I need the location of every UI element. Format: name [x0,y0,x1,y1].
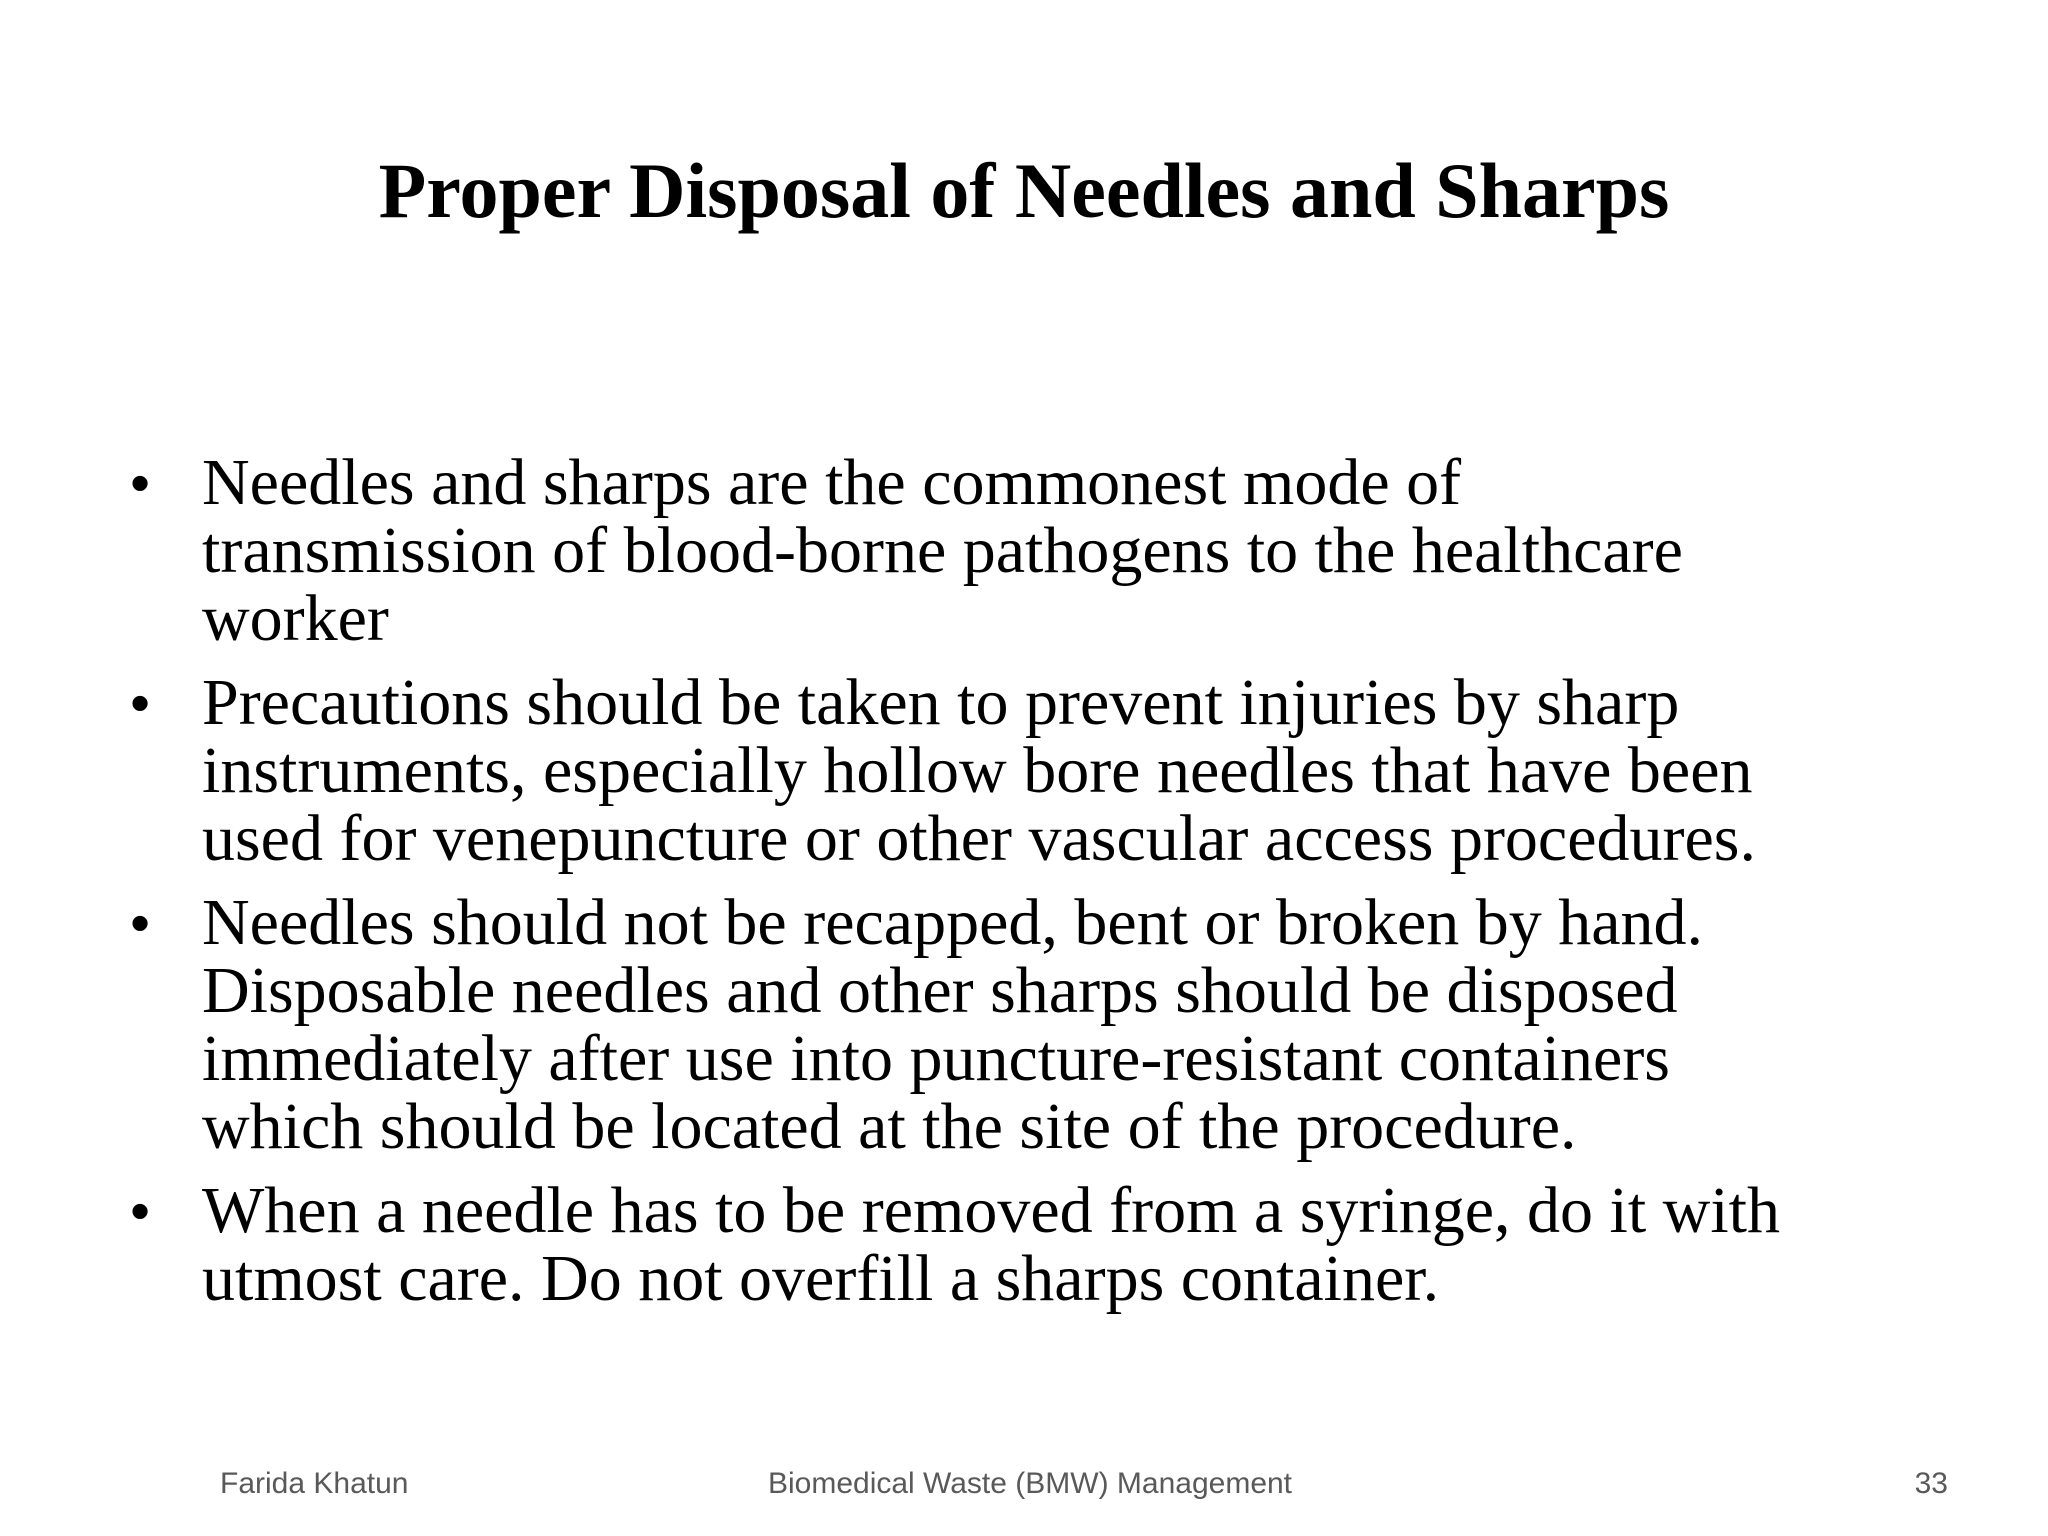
bullet-line: Needles and sharps are the commonest mode of [202,446,1462,519]
bullet-line: Disposable needles and other sharps should be disposed [202,954,1678,1027]
footer-author: Farida Khatun [220,1467,409,1500]
bullet-item [120,666,1990,875]
bullet-list [120,446,1990,1329]
bullet-item [120,886,1990,1163]
bullet-marker: • [130,671,150,734]
bullet-line: Needles should not be recapped, bent or broken by hand. [202,886,1704,959]
bullet-marker: • [130,1179,150,1242]
bullet-line: transmission of blood-borne pathogens to the healthcare [202,514,1683,587]
bullet-line: instruments, especially hollow bore needles that have been [202,734,1753,807]
footer-presentation-title: Biomedical Waste (BMW) Management [767,1467,1293,1500]
bullet-marker: • [130,451,150,514]
bullet-line: utmost care. Do not overfill a sharps container. [202,1242,1440,1315]
bullet-line: When a needle has to be removed from a syringe, do it with [202,1174,1781,1247]
bullet-line: Precautions should be taken to prevent injuries by sharp [202,666,1680,739]
slide-title: Proper Disposal of Needles and Sharps [378,147,1670,234]
bullet-line: used for venepuncture or other vascular access procedures. [202,802,1756,875]
bullet-line: worker [202,582,389,655]
footer-slide-number: 33 [1914,1467,1948,1500]
bullet-item [120,1174,1990,1315]
bullet-line: which should be located at the site of the procedure. [202,1090,1577,1163]
bullet-item [120,446,1990,655]
bullet-line: immediately after use into puncture-resistant containers [202,1022,1670,1095]
bullet-marker: • [130,891,150,954]
